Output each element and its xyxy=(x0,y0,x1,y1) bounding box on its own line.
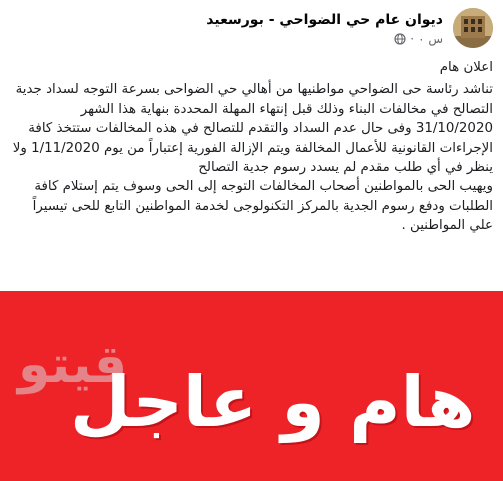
page-name[interactable]: ديوان عام حي الضواحي - بورسعيد xyxy=(206,11,443,28)
banner-headline: هام و عاجل xyxy=(70,361,476,443)
post-body xyxy=(8,58,493,236)
post-heading: اعلان هام xyxy=(439,60,493,75)
page-avatar[interactable] xyxy=(453,8,493,48)
post-paragraph-1: تناشد رئاسة حى الضواحي مواطنيها من أهالي حي الضواحى بسرعة التوجه لسداد جدية التصالح في مخالفات البناء وذلك قبل إنتهاء المهلة المحددة بنهاية هذا الشهر 31/10/2020 وفى حال عدم السداد والتقدم للتصالح في هذه المخالفات ستتخذ كافة الإجراءات القانونية للأعمال المخالفة ويتم الإزالة الفورية إعتباراً من يوم 1/11/2020 ولا ينظر في أي طلب مقدم لم يسدد رسوم جدية التصالح xyxy=(12,82,493,176)
building-icon xyxy=(453,8,493,48)
post-image-banner[interactable] xyxy=(0,291,503,481)
post-paragraph-2: ويهيب الحى بالمواطنين أصحاب المخالفات التوجه إلى الحى وسوف يتم إستلام كافة الطلبات ودفع رسوم الجدية بالمركز التكنولوجى لخدمة المواطنين التابع للحى تيسيراً علي المواطنين . xyxy=(32,179,493,234)
globe-icon xyxy=(394,33,406,45)
post-subline xyxy=(206,32,443,46)
watermark-logo: قيتو xyxy=(18,335,128,395)
post-header xyxy=(10,6,493,50)
dot-separator: · xyxy=(410,31,415,46)
post-meta xyxy=(206,11,443,46)
post-timestamp[interactable]: س ٠ xyxy=(418,31,443,46)
